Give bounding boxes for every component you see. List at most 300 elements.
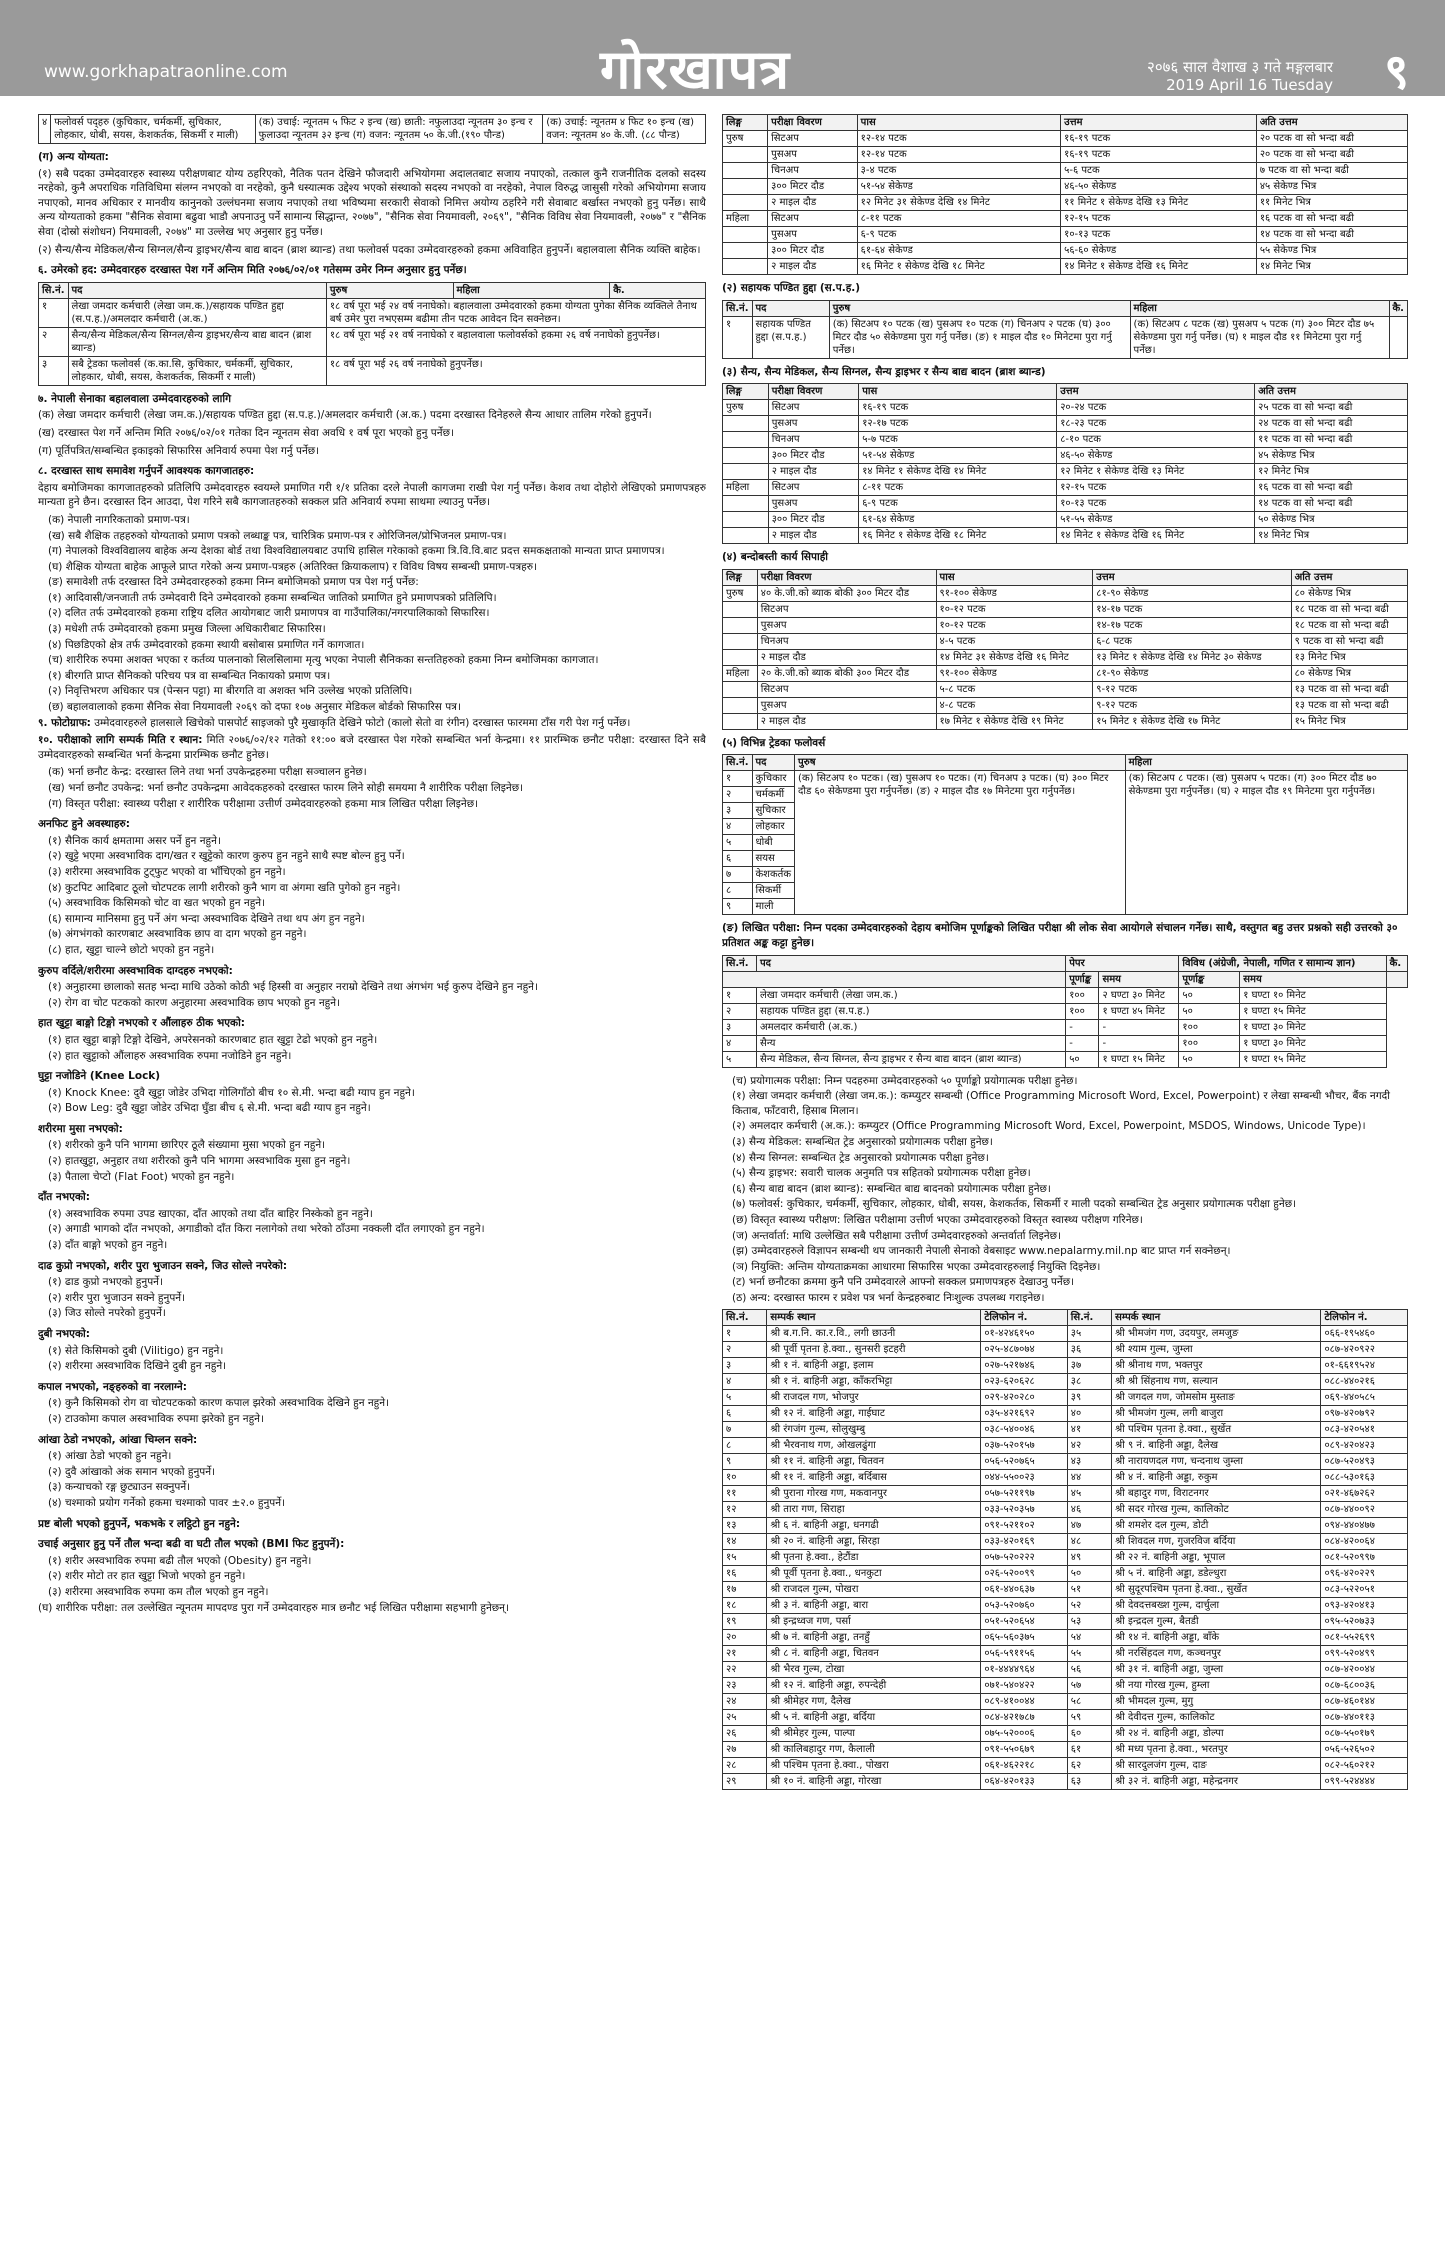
cell: ५५ xyxy=(1067,1646,1111,1662)
list-item: (२) खुट्टे भएमा अस्वभाविक दाग/खत र खुट्टेको कारण कुरुप हुन नहुने साथै स्पष्ट बोल्न हुनु पर्ने। xyxy=(48,850,405,863)
cell: ०८७-५५०१७९ xyxy=(1321,1726,1408,1742)
cell: १ xyxy=(723,1326,767,1342)
section-title: दाढ कुप्रो नभएको, शरीर पुरा भुजाउन सक्ने, जिउ सोल्ते नपरेको: xyxy=(38,1259,288,1272)
cell: ०५६-५२०७६५ xyxy=(981,1454,1067,1470)
cell: ५० xyxy=(1179,1003,1240,1019)
column-header: उत्तम xyxy=(1093,569,1291,585)
cell: १४ मिनेट भित्र xyxy=(1256,259,1407,275)
age-limit-table xyxy=(38,282,706,386)
section-title: (२) सहायक पण्डित हुद्दा (स.प.ह.) xyxy=(722,282,861,294)
cell: श्री बहादुर गण, विराटनगर xyxy=(1112,1486,1321,1502)
list-item: (३) शरीरमा अस्वभाविक टुट्फुट भएको वा भाँचिएको हुन नहुने। xyxy=(48,865,286,878)
cell: ३०० मिटर दौड xyxy=(768,448,859,464)
column-header: सम्पर्क स्थान xyxy=(767,1310,981,1326)
cell: १४-१७ पटक xyxy=(1093,617,1291,633)
column-header: सि.नं. xyxy=(39,282,69,298)
cell: सयस xyxy=(752,851,795,867)
table-row xyxy=(723,1454,1408,1470)
column-header: सम्पर्क स्थान xyxy=(1112,1310,1321,1326)
table-row xyxy=(723,1406,1408,1422)
list-item: (५) अस्वभाविक किसिमको चोट वा खत भएको हुन नहुने। xyxy=(48,897,266,910)
note-item: (छ) विस्तृत स्वास्थ्य परीक्षण: लिखित परीक्षामा उत्तीर्ण भएका उम्मेदवारहरुको विस्तृत स्वास्थ्य परीक्षण गरिनेछ। xyxy=(732,1213,1143,1226)
section-title: (३) सैन्य, सैन्य मेडिकल, सैन्य सिग्नल, सैन्य ड्राइभर र सैन्य बाद्य बादन (ब्राश ब्यान्ड) xyxy=(722,365,1046,378)
cell: १८ वर्ष पूरा भई २६ वर्ष ननाघेको हुनुपर्नेछ। xyxy=(326,356,705,385)
table-row xyxy=(723,1710,1408,1726)
cell xyxy=(723,528,769,544)
cell: १४ पटक वा सो भन्दा बढी xyxy=(1256,227,1407,243)
cell: ५९ xyxy=(1067,1710,1111,1726)
cell: ०९१-५५०६७९ xyxy=(981,1742,1067,1758)
cell: श्री भैरवनाथ गण, ओखलढुंगा xyxy=(767,1438,981,1454)
cell: १४ पटक वा सो भन्दा बढी xyxy=(1255,496,1408,512)
cell: ०३७-५२०१५७ xyxy=(981,1438,1067,1454)
cell: श्री पश्चिम पृतना हे.क्वा., सुर्खेत xyxy=(1112,1422,1321,1438)
list-item: (१) अस्वभाविक रुपमा उपड खाएका, दाँत आएको तथा दाँत बाहिर निस्केको हुन नहुने। xyxy=(48,1207,373,1220)
cell: पुरुष xyxy=(723,400,769,416)
cell: ४४ xyxy=(1067,1470,1111,1486)
cell: श्री ३१ नं. बाहिनी अड्डा, जुम्ला xyxy=(1112,1662,1321,1678)
cell: ५६ xyxy=(1067,1662,1111,1678)
cell: १०० xyxy=(1179,1035,1240,1051)
cell: - xyxy=(1099,1035,1179,1051)
cell: श्री रंगजंग गुल्म, सोलुखुम्बु xyxy=(767,1422,981,1438)
cell: ४२ xyxy=(1067,1438,1111,1454)
cell: २ माइल दौड xyxy=(757,713,936,729)
cell: २४ पटक वा सो भन्दा बढी xyxy=(1255,416,1408,432)
cell: १६ मिनेट १ सेकेण्ड देखि १८ मिनेट xyxy=(857,259,1060,275)
table-body xyxy=(723,131,1408,275)
date-english: 2019 April 16 Tuesday xyxy=(1166,76,1333,94)
cell: ५३ xyxy=(1067,1614,1111,1630)
cell: ८-१० पटक xyxy=(1057,432,1255,448)
cell: पुसअप xyxy=(757,697,936,713)
list-item: (४) कुटपिट आदिबाट ठूलो चोटपटक लागी शरीरको कुनै भाग वा अंगमा खति पुगेको हुन नहुने। xyxy=(48,881,401,894)
cell: ०८७-५२०४९३ xyxy=(1321,1454,1408,1470)
cell: श्री सुदूरपश्चिम पृतना हे.क्वा., सुर्खेत xyxy=(1112,1582,1321,1598)
cell: ५ xyxy=(723,835,753,851)
column-header: सि.नं. xyxy=(723,1310,767,1326)
cell: १६-१९ पटक xyxy=(1061,131,1257,147)
cell: श्री नया गोरख गुल्म, हुम्ला xyxy=(1112,1678,1321,1694)
cell: २७ xyxy=(723,1742,767,1758)
cell: (क) सिटअप ८ पटक (ख) पुसअप ५ पटक (ग) ३०० मिटर दौड ७५ सेकेण्डमा पुरा गर्नु पर्नेछ। (घ) १ माइल दौड ११ मिनेटमा पुरा गर्नु पर्नेछ। xyxy=(1130,316,1389,358)
cell: कुचिकार xyxy=(752,771,795,787)
column-header: परीक्षा विवरण xyxy=(768,384,859,400)
cell: १ xyxy=(39,298,69,327)
cell: ०८४-४२१७८७ xyxy=(981,1710,1067,1726)
followers-physical-table xyxy=(722,754,1408,915)
cell: श्री जगदल गण, जोमसोम मुस्ताङ xyxy=(1112,1390,1321,1406)
cell: ११ पटक वा सो भन्दा बढी xyxy=(1255,432,1408,448)
cell: श्री देवदत्तबख्श गुल्म, दार्चुला xyxy=(1112,1598,1321,1614)
cell: १ घण्टा ४५ मिनेट xyxy=(1099,1003,1179,1019)
cell: १०-१२ पटक xyxy=(936,601,1093,617)
note-item: (३) सैन्य मेडिकल: सम्बन्धित ट्रेड अनुसारको प्रयोगात्मक परीक्षा हुनेछ। xyxy=(732,1135,993,1148)
list-item: (२) शरीर पुरा भुजाउन सक्ने हुनुपर्ने। xyxy=(48,1291,186,1304)
cell: १९ xyxy=(723,1614,767,1630)
cell: श्री १ नं. बाहिनी अड्डा, काँकरभिट्टा xyxy=(767,1374,981,1390)
cell xyxy=(723,496,769,512)
cell: श्री नारायणदल गण, चन्दनाथ जुम्ला xyxy=(1112,1454,1321,1470)
cell: १४ xyxy=(723,1534,767,1550)
cell: श्री ५ नं. बाहिनी अड्डा, बर्दिया xyxy=(767,1710,981,1726)
column-header: उत्तम xyxy=(1057,384,1255,400)
cell: १४ मिनेट १ सेकेण्ड देखि १६ मिनेट xyxy=(1061,259,1257,275)
section-title: कपाल नभएको, नङ्हरुको वा नरलाग्ने: xyxy=(38,1380,187,1393)
cell: ०२३-६२०६२८ xyxy=(981,1374,1067,1390)
column-header: पास xyxy=(857,115,1060,131)
cell: श्री शमशेर दल गुल्म, डोटी xyxy=(1112,1518,1321,1534)
table-row xyxy=(723,585,1408,601)
cell: १२-१४ पटक xyxy=(857,147,1060,163)
right-column xyxy=(722,110,1408,2230)
list-item: (१) बीरगति प्राप्त सैनिकको परिचय पत्र वा सम्बन्धित निकायको प्रमाण पत्र। xyxy=(48,669,331,682)
table-row xyxy=(723,633,1408,649)
cell xyxy=(723,179,768,195)
table-row xyxy=(39,327,706,356)
cell: श्री सदर गोरख गुल्म, कालिकोट xyxy=(1112,1502,1321,1518)
list-item: (१) आदिवासी/जनजाती तर्फ उम्मेदवारी दिने उम्मेदवारको हकमा सम्बन्धित जातिको प्रमाणित हुने प्रमाणपत्रको प्रतिलिपि। xyxy=(48,591,497,604)
cell: ०८२-५६०२१२ xyxy=(1321,1758,1408,1774)
table-row xyxy=(723,131,1408,147)
issue-date xyxy=(1147,58,1333,94)
table-row xyxy=(723,416,1408,432)
section-title: शरीरमा मुसा नभएको: xyxy=(38,1122,123,1135)
cell: ६-८ पटक xyxy=(1093,633,1291,649)
list-item: (७) अंगभंगको कारणबाट अस्वभाविक छाप वा दाग भएको हुन नहुने। xyxy=(48,928,307,941)
table-body xyxy=(723,400,1408,544)
cell: ८१-९० सेकेण्ड xyxy=(1093,585,1291,601)
cell: १०० xyxy=(1179,1019,1240,1035)
cell: अमलदार कर्मचारी (अ.क.) xyxy=(756,1019,1065,1035)
cell: ०८८-४४०२१६ xyxy=(1321,1374,1408,1390)
table-row xyxy=(723,1486,1408,1502)
table-row xyxy=(723,1534,1408,1550)
cell: पुसअप xyxy=(768,227,858,243)
table-row xyxy=(39,115,706,144)
list-item: (३) दाँत बाङ्गो भएको हुन नहुने। xyxy=(48,1239,168,1252)
cell: (क) सिटअप १० पटक (ख) पुसअप १० पटक (ग) चिनअप २ पटक (घ) ३०० मिटर दौड ५० सेकेण्डमा पुरा गर्नु पर्नेछ। (ङ) १ माइल दौड १० मिनेटमा पुरा गर्नु पर्नेछ। xyxy=(829,316,1130,358)
table-header-row xyxy=(723,1310,1408,1326)
cell: १०० xyxy=(1066,987,1099,1003)
site-url[interactable]: www.gorkhapatraonline.com xyxy=(44,62,288,82)
cell: चिनअप xyxy=(768,432,859,448)
cell: ५-८ पटक xyxy=(936,681,1093,697)
table-row xyxy=(723,512,1408,528)
table-row xyxy=(723,1502,1408,1518)
cell: ०८३-५२२०५१ xyxy=(1321,1582,1408,1598)
soldier-physical-table xyxy=(722,383,1408,544)
cell xyxy=(723,259,768,275)
column-header: पूर्णाङ्क xyxy=(1066,971,1099,987)
table-row xyxy=(39,356,706,385)
note-item: (ट) भर्ना छनौटका क्रममा कुनै पनि उम्मेदवारले आफ्नो सक्कल प्रमाणपत्रहरु देखाउनु पर्नेछ। xyxy=(732,1276,1075,1289)
cell: १ xyxy=(723,987,757,1003)
table-row xyxy=(723,432,1408,448)
column-header: पद xyxy=(68,282,326,298)
cell: (क) सिटअप ८ पटक। (ख) पुसअप ५ पटक। (ग) ३०० मिटर दौड ७० सेकेण्डमा पुरा गर्नुपर्नेछ। (घ) २ माइल दौड १९ मिनेटमा पुरा गर्नुपर्नेछ। xyxy=(1125,771,1407,915)
cell: ८० सेकेण्ड भित्र xyxy=(1291,585,1407,601)
cell: श्री २४ नं. बाहिनी अड्डा, डोल्पा xyxy=(1112,1726,1321,1742)
table-row xyxy=(723,1742,1408,1758)
column-header: कै. xyxy=(1389,300,1408,316)
cell: श्री श्याम गुल्म, जुम्ला xyxy=(1112,1342,1321,1358)
table-row xyxy=(723,1662,1408,1678)
cell: १ घण्टा १५ मिनेट xyxy=(1240,1003,1386,1019)
cell: ५४ xyxy=(1067,1630,1111,1646)
cell: ०९६-४२०२२९ xyxy=(1321,1566,1408,1582)
cell: ४३ xyxy=(1067,1454,1111,1470)
cell: ७ xyxy=(723,1422,767,1438)
cell: सिटअप xyxy=(768,400,859,416)
cell: ०२९-४२०२८० xyxy=(981,1390,1067,1406)
cell: ०८३-४२०५४१ xyxy=(1321,1422,1408,1438)
note-item: (५) सैन्य ड्राइभर: सवारी चालक अनुमति पत्र सहितको प्रयोगात्मक परीक्षा हुनेछ। xyxy=(732,1167,1031,1180)
cell xyxy=(723,448,769,464)
cell: ५१-५४ सेकेण्ड xyxy=(859,448,1057,464)
cell: १६-१९ पटक xyxy=(1061,147,1257,163)
cell: २ xyxy=(723,1342,767,1358)
cell: श्री श्री सिंहनाथ गण, सल्यान xyxy=(1112,1374,1321,1390)
cell: ०८७-६८००३६ xyxy=(1321,1678,1408,1694)
list-item: (१) सैनिक कार्य क्षमतामा असर पर्ने हुन नहुने। xyxy=(48,834,221,847)
cell: ०६६-१९५४६० xyxy=(1321,1326,1408,1342)
cell: श्री ७ नं. बाहिनी अड्डा, तनहुँ xyxy=(767,1630,981,1646)
cell: लेखा जमदार कर्मचारी (लेखा जम.क.) xyxy=(756,987,1065,1003)
cell: श्री कालिबहादुर गण, कैलाली xyxy=(767,1742,981,1758)
note-item: (च) प्रयोगात्मक परीक्षा: निम्न पदहरुमा उम्मेदवारहरुको ५० पूर्णाङ्को प्रयोगात्मक परीक्षा हुनेछ। xyxy=(732,1074,1078,1087)
cell xyxy=(723,147,768,163)
cell: ०९५-५२०७३३ xyxy=(1321,1614,1408,1630)
cell: ३ xyxy=(723,803,753,819)
cell: ११ xyxy=(723,1486,767,1502)
cell: ०८१-५२०९९७ xyxy=(1321,1550,1408,1566)
cell: ०८७-४४०११३ xyxy=(1321,1710,1408,1726)
table-row xyxy=(723,697,1408,713)
cell: ३८ xyxy=(1067,1374,1111,1390)
cell: २० पटक वा सो भन्दा बढी xyxy=(1256,147,1407,163)
cell: ४० xyxy=(1067,1406,1111,1422)
section-title: ८. दरखास्त साथ समावेश गर्नुपर्ने आवश्यक कागजातहरु: xyxy=(38,465,255,478)
column-header: उत्तम xyxy=(1061,115,1257,131)
cell: ६३ xyxy=(1067,1774,1111,1790)
cell: श्री ११ नं. बाहिनी अड्डा, बर्दिबास xyxy=(767,1470,981,1486)
column-header: पुरुष xyxy=(795,755,1126,771)
cell: २५ xyxy=(723,1710,767,1726)
section-title: ९. फोटोग्राफ: xyxy=(38,716,91,729)
column-header: महिला xyxy=(453,282,610,298)
list-item: (२) टाउकोमा कपाल अस्वभाविक रुपमा झरेको हुन नहुने। xyxy=(48,1412,264,1425)
section-title: अनफिट हुने अवस्थाहरु: xyxy=(38,818,130,831)
cell: ०१-४४४४९६४ xyxy=(981,1662,1067,1678)
list-item: (ङ) समावेशी तर्फ दरखास्त दिने उम्मेदवारहरुको हकमा निम्न बमोजिमको प्रमाण पत्र पेश गर्नु पर्नेछ: xyxy=(48,576,419,589)
cell: चिनअप xyxy=(768,163,858,179)
cell: (क) उचाई: न्यूनतम ४ फिट १० इन्च (ख) वजन: न्यूनतम ४० के.जी. (८८ पौन्ड) xyxy=(543,115,706,144)
cell: लोहकार xyxy=(752,819,795,835)
cell: १ घण्टा १० मिनेट xyxy=(1240,987,1386,1003)
cell: २ xyxy=(723,787,753,803)
cell: ९-१२ पटक xyxy=(1093,697,1291,713)
cell: ६ xyxy=(723,851,753,867)
list-item: (२) दुवै आंखाको अंक समान भएको हुनुपर्ने। xyxy=(48,1465,216,1478)
cell: ९-१२ पटक xyxy=(1093,681,1291,697)
cell: ५ xyxy=(723,1390,767,1406)
cell: ४-८ पटक xyxy=(936,697,1093,713)
column-header: अति उत्तम xyxy=(1255,384,1408,400)
cell: ४५ सेकेण्ड भित्र xyxy=(1256,179,1407,195)
cell: ४ xyxy=(723,1374,767,1390)
cell: सुचिकार xyxy=(752,803,795,819)
cell: श्री १२ नं. बाहिनी अड्डा, गाईघाट xyxy=(767,1406,981,1422)
cell: श्री इन्द्रदल गुल्म, बैतडी xyxy=(1112,1614,1321,1630)
cell: ४१ xyxy=(1067,1422,1111,1438)
cell: - xyxy=(1066,1019,1099,1035)
table-row xyxy=(723,243,1408,259)
cell: ०८४-४२००६४ xyxy=(1321,1534,1408,1550)
cell: ९ पटक वा सो भन्दा बढी xyxy=(1291,633,1407,649)
table-body xyxy=(723,1326,1408,1790)
column-header: विविध (अंग्रेजी, नेपाली, गणित र सामान्य ज्ञान) xyxy=(1179,955,1386,971)
cell: (क) उचाई: न्यूनतम ५ फिट २ इन्च (ख) छाती: नफुलाउदा न्यूनतम ३० इन्च र फुलाउदा न्यूनतम ३२ इन्च (ग) वजन: न्यूनतम ५० के.जी.(१९० पौन्ड) xyxy=(255,115,543,144)
column-header: सि.नं. xyxy=(1067,1310,1111,1326)
cell: फलोवर्स पद्हरु (कुचिकार, चर्मकर्मी, सुचिकार, लोहकार, धोबी, सयस, केशकर्तक, सिकर्मी र माली) xyxy=(51,115,255,144)
column-header: समय xyxy=(1240,971,1386,987)
column-header: पास xyxy=(859,384,1057,400)
cell: १ घण्टा १५ मिनेट xyxy=(1240,1051,1386,1067)
cell: २२ xyxy=(723,1662,767,1678)
cell: सिटअप xyxy=(768,211,858,227)
cell: ०५१-५२०६५४ xyxy=(981,1614,1067,1630)
cell: ३६ xyxy=(1067,1342,1111,1358)
written-exam-table xyxy=(722,955,1408,1068)
cell: २ माइल दौड xyxy=(768,259,858,275)
column-header: पास xyxy=(936,569,1093,585)
table-header-row xyxy=(723,755,1408,771)
cell: सैन्य xyxy=(756,1035,1065,1051)
cell: ५६-६० सेकेण्ड xyxy=(1061,243,1257,259)
cell: १३ मिनेट भित्र xyxy=(1291,649,1407,665)
contact-table xyxy=(722,1309,1408,1790)
cell: ९१-१०० सेकेण्ड xyxy=(936,585,1093,601)
table-body xyxy=(723,585,1408,729)
cell: ५ xyxy=(723,1051,757,1067)
table-row xyxy=(723,400,1408,416)
cell: ०८९-४२०४२३ xyxy=(1321,1438,1408,1454)
cell: ०१-४२४६१५० xyxy=(981,1326,1067,1342)
paragraph: (क) लेखा जमदार कर्मचारी (लेखा जम.क.)/सहायक पण्डित हुद्दा (स.प.ह.)/अमलदार कर्मचारी (अ.क.) पदमा दरखास्त दिनेहरुले सैन्य आधार तालिम गरेको हुनुपर्ने। xyxy=(38,409,652,422)
list-item: (१) शरीर अस्वभाविक रुपमा बढी तौल भएको (Obesity) हुन नहुने। xyxy=(48,1554,312,1567)
list-item: (४) चश्माको प्रयोग गर्नेको हकमा चश्माको पावर ±२.० हुनुपर्ने। xyxy=(48,1496,286,1509)
list-item: (३) पैताला चेप्टो (Flat Foot) भएको हुन नहुने। xyxy=(48,1170,235,1183)
table-row xyxy=(723,1646,1408,1662)
list-item: (ख) भर्ना छनौट उपकेन्द्र: भर्ना छनौट उपकेन्द्रमा आवेदकहरुको दरखास्त फारम लिने सोही समयमा नै शारीरिक परीक्षा लिइनेछ। xyxy=(48,782,524,794)
cell: ८१-९० सेकेण्ड xyxy=(1093,665,1291,681)
cell: १२-१४ पटक xyxy=(857,131,1060,147)
section-title: ६. उमेरको हद: उम्मेदवारहरु दरखास्त पेश गर्ने अन्तिम मिति २०७६/०२/०१ गतेसम्म उमेर निम्न अनुसार हुनु पर्नेछ। xyxy=(38,264,467,277)
column-header: लिङ्ग xyxy=(723,569,758,585)
table-row xyxy=(723,163,1408,179)
column-header: लिङ्ग xyxy=(723,384,769,400)
table-row xyxy=(723,681,1408,697)
cell: ५२ xyxy=(1067,1598,1111,1614)
table-row xyxy=(723,195,1408,211)
cell: सहायक पण्डित हुद्दा (स.प.ह.) xyxy=(756,1003,1065,1019)
cell: श्री २० नं. बाहिनी अड्डा, सिरहा xyxy=(767,1534,981,1550)
column-header: अति उत्तम xyxy=(1256,115,1407,131)
table-row xyxy=(723,1598,1408,1614)
list-item: (४) पिछडिएको क्षेत्र तर्फ उम्मेदवारको हकमा स्थायी बसोबास प्रमाणित गर्ने कागजात। xyxy=(48,638,365,651)
cell: १५ मिनेट भित्र xyxy=(1291,713,1407,729)
cell: चिनअप xyxy=(757,633,936,649)
table-row xyxy=(723,601,1408,617)
section-title: (५) विभिन्न ट्रेडका फलोवर्स xyxy=(722,736,826,749)
cell: श्री श्रीमेहर गण, दैलेख xyxy=(767,1694,981,1710)
section-title: प्रष्ट बोली भएको हुनुपर्ने, भकभके र लट्ठिटो हुन नहुने: xyxy=(38,1517,241,1530)
masthead xyxy=(0,0,1445,101)
cell: ४० के.जी.को ब्याक बोकी ३०० मिटर दौड xyxy=(757,585,936,601)
paragraph: (१) सबै पदका उम्मेदवारहरु स्वास्थ्य परीक्षणबाट योग्य ठहरिएको, नैतिक पतन देखिने फौजदारी अभियोगमा अदालतबाट सजाय नपाएको, तत्काल कुनै राजनीतिक दलको सदस्य नरहेको, कुनै अपराधिक गतिविधिमा संलग्न नभएको वा नरहेको, कुनै धस्यात्मक उद्देश्य भएको संस्थाको सदस्य नभएको वा नरहेको, नेपाल विरुद्ध जासुसी गरेको अभियोगमा सजाय नपाएको, मानव अधिकार र मानवीय कानुनको उल्लंघनमा सजाय नपाएको तथा भविष्यमा सरकारी सेवाको निमित्त अयोग्य ठहरिने गरी सेवाबाट बर्खास्त नभएको हुनु पर्नेछ। साथै अन्य योग्यताको हकमा "सैनिक सेवामा बढुवा भाडौ अपनाउनु पर्ने सामान्य सिद्धान्त, २०७७", "सैनिक सेवा नियमावली, २०६९", "सैनिक विविध सेवा नियमावली, २०७७" र "सैनिक सेवा (दोस्रो संशोधन) नियमावली, २०७४" मा उल्लेख भए अनुसार हुनु पर्नेछ। xyxy=(38,167,706,238)
cell: १ घण्टा ३० मिनेट xyxy=(1240,1035,1386,1051)
cell: ०८८-५३०१६३ xyxy=(1321,1470,1408,1486)
cell: ०७५-५२०००६ xyxy=(981,1726,1067,1742)
cell: ०९३-४२०४१३ xyxy=(1321,1598,1408,1614)
cell: माली xyxy=(752,899,795,915)
cell: सबै ट्रेडका फलोवर्स (क.का.सि, कुचिकार, चर्मकर्मी, सुचिकार, लोहकार, धोबी, सयस, केशकर्तक, सिकर्मी र माली) xyxy=(68,356,326,385)
cell: ४७ xyxy=(1067,1518,1111,1534)
cell: १७ मिनेट १ सेकेण्ड देखि १९ मिनेट xyxy=(936,713,1093,729)
cell: ०२५-४८७०७४ xyxy=(981,1342,1067,1358)
cell: ०६१-४६२२१८ xyxy=(981,1758,1067,1774)
cell: ४ xyxy=(39,115,51,144)
cell: २० के.जी.को ब्याक बोकी ३०० मिटर दौड xyxy=(757,665,936,681)
table-row xyxy=(723,1326,1408,1342)
cell: २०-२४ पटक xyxy=(1057,400,1255,416)
table-row xyxy=(723,1422,1408,1438)
cell: ३-४ पटक xyxy=(857,163,1060,179)
page-number: ९ xyxy=(1384,44,1409,100)
cell: ५-७ पटक xyxy=(859,432,1057,448)
cell: १८ xyxy=(723,1598,767,1614)
cell: पुरुष xyxy=(723,131,768,147)
note-item: (ञ) नियुक्ति: अन्तिम योग्यताक्रमका आधारमा सिफारिस भएका उम्मेदवारहरुलाई नियुक्ति दिइनेछ। xyxy=(732,1260,1101,1273)
cell xyxy=(723,697,758,713)
cell: ०५७-५२११९७ xyxy=(981,1486,1067,1502)
cell: ३०० मिटर दौड xyxy=(768,243,858,259)
cell: ६१ xyxy=(1067,1742,1111,1758)
newspaper-title: गोरखापत्र xyxy=(600,37,791,101)
table-row xyxy=(723,528,1408,544)
cell: १२ xyxy=(723,1502,767,1518)
cell: ५० xyxy=(1067,1566,1111,1582)
cell: १६-१९ पटक xyxy=(859,400,1057,416)
cell: पुरुष xyxy=(723,585,758,601)
paragraph: देहाय बमोजिमका कागजातहरुको प्रतिलिपि उम्मेदवारहरु स्वयम्ले प्रमाणित गरी १/१ प्रतिका दरले नेपाली कागजमा राखी पेश गर्नु पर्नेछ। केशव तथा दोहोरो लेखिएको प्रमाणपत्रहरु मान्यता हुने छैन। दरखास्त दिन आउदा, पेश गरिने सबै कागजातहरुको सक्कल प्रति अनिवार्य रुपमा साथमा ल्याउनु पर्नेछ। xyxy=(38,481,706,509)
cell: ५० सेकेण्ड भित्र xyxy=(1255,512,1408,528)
cell: श्री तारा गण, सिराहा xyxy=(767,1502,981,1518)
table-header-row xyxy=(723,384,1408,400)
cell: १२ मिनेट भित्र xyxy=(1255,464,1408,480)
column-header xyxy=(723,971,1066,987)
physical-test-table-1 xyxy=(722,114,1408,275)
cell: श्री नरसिंहदल गण, कञ्चनपुर xyxy=(1112,1646,1321,1662)
cell xyxy=(723,163,768,179)
cell: १०-१२ पटक xyxy=(936,617,1093,633)
table-header-row xyxy=(723,569,1408,585)
cell: चर्मकर्मी xyxy=(752,787,795,803)
cell: १०-१३ पटक xyxy=(1061,227,1257,243)
table-row xyxy=(723,147,1408,163)
cell: पुसअप xyxy=(768,416,859,432)
